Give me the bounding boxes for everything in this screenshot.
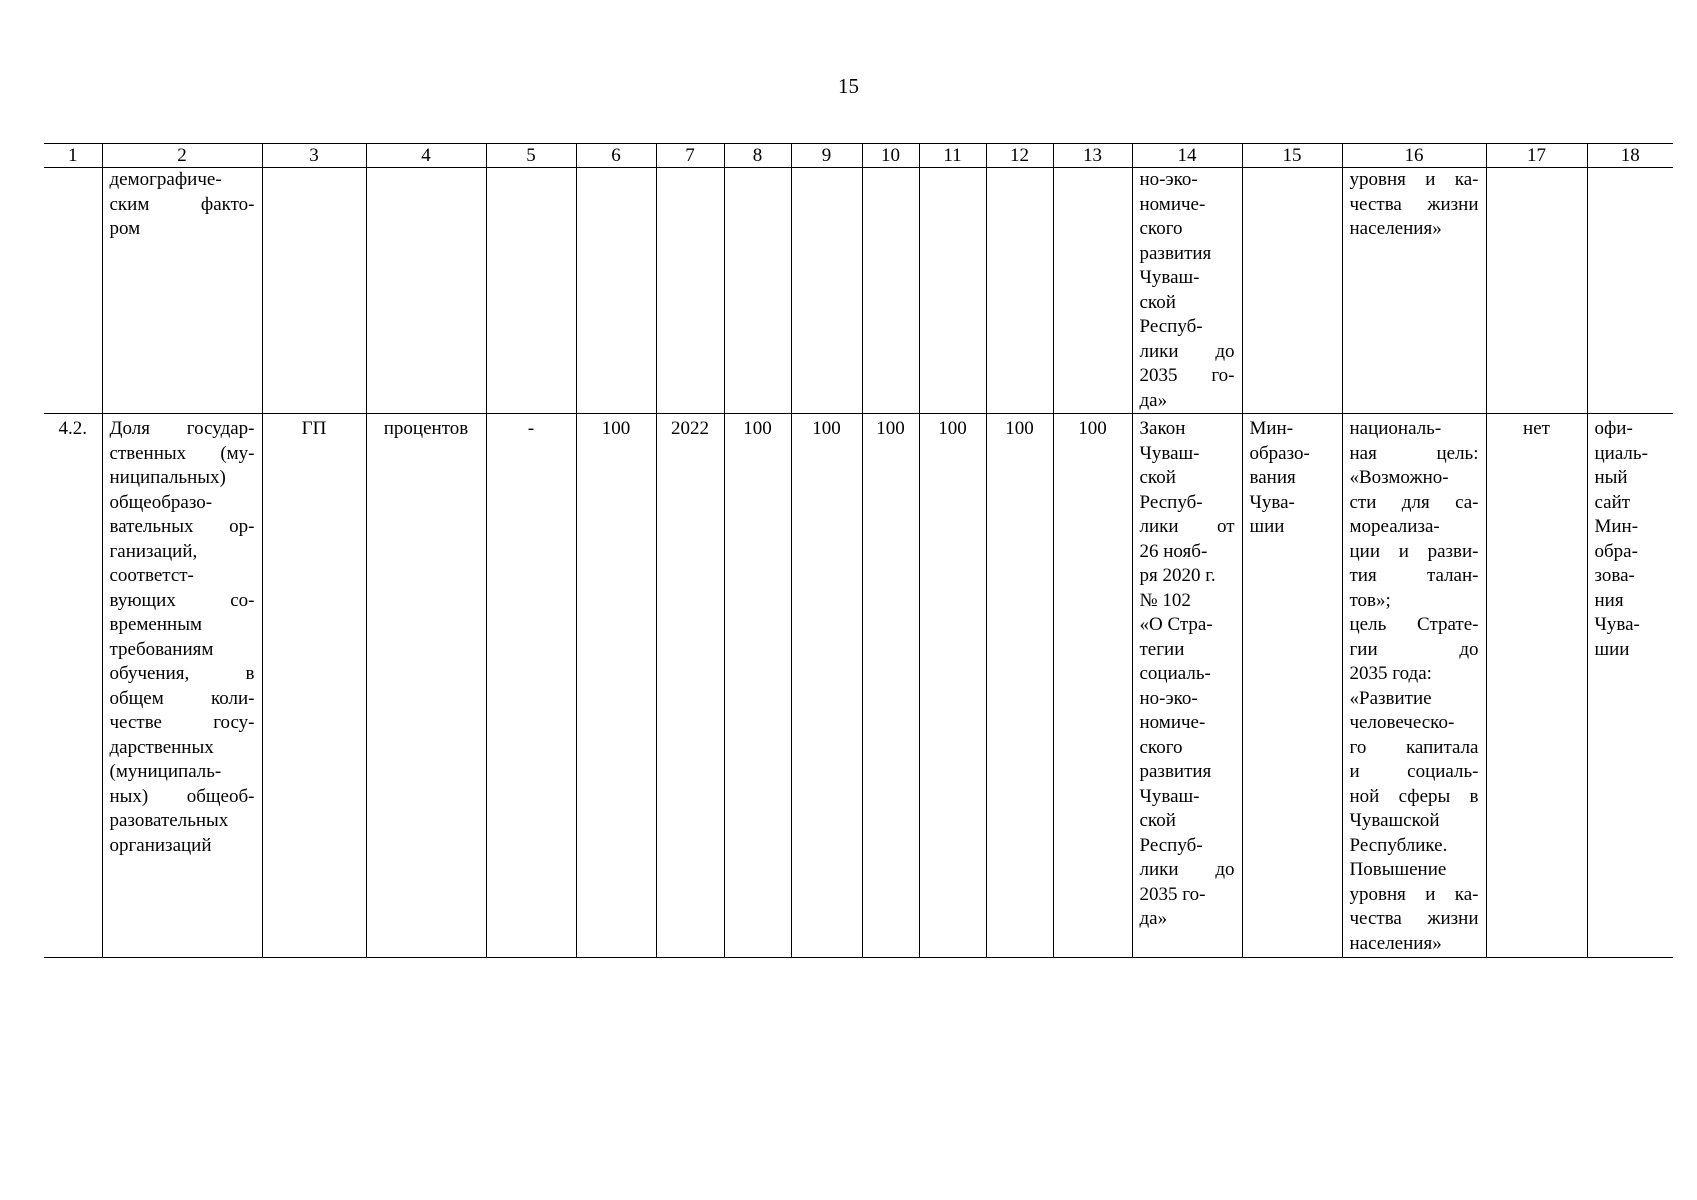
cell: [486, 168, 576, 414]
column-header: 12: [986, 144, 1053, 168]
cell: [862, 168, 919, 414]
cell: [791, 168, 862, 414]
column-header: 13: [1053, 144, 1132, 168]
cell-value: 100: [1053, 414, 1132, 958]
column-header: 15: [1242, 144, 1342, 168]
cell-basis-document: Закон Чуваш- ской Респуб- лики от 26 нояб- ря 2020 г. № 102 «О Стра- тегии социаль- но-эко- номиче- ского развития Чуваш- ской Респуб- лики до 2035 го- да»: [1132, 414, 1242, 958]
column-header: 4: [366, 144, 486, 168]
page-number: 15: [838, 74, 859, 98]
column-header: 10: [862, 144, 919, 168]
column-header: 8: [724, 144, 791, 168]
cell-source: офи- циаль- ный сайт Мин- обра- зова- ния Чува- шии: [1587, 414, 1673, 958]
column-header: 16: [1342, 144, 1486, 168]
cell: [1242, 168, 1342, 414]
column-header: 1: [44, 144, 102, 168]
cell: [262, 168, 366, 414]
column-header: 2: [102, 144, 262, 168]
column-header: 3: [262, 144, 366, 168]
cell-value: 100: [919, 414, 986, 958]
cell-flag: нет: [1486, 414, 1587, 958]
cell: [576, 168, 656, 414]
cell: [1053, 168, 1132, 414]
cell-indicator-name: демографиче- ским факто- ром: [102, 168, 262, 414]
cell-value: 100: [724, 414, 791, 958]
cell: [366, 168, 486, 414]
cell-number: [44, 168, 102, 414]
cell-goal: уровня и ка- чества жизни населения»: [1342, 168, 1486, 414]
cell-responsible: Мин- образо- вания Чува- шии: [1242, 414, 1342, 958]
column-header: 5: [486, 144, 576, 168]
column-header: 18: [1587, 144, 1673, 168]
indicators-table: [44, 143, 1673, 958]
cell-value: 100: [862, 414, 919, 958]
cell-unit: процентов: [366, 414, 486, 958]
cell-value: 100: [986, 414, 1053, 958]
column-header: 6: [576, 144, 656, 168]
cell: [1587, 168, 1673, 414]
column-header: 14: [1132, 144, 1242, 168]
cell-goal: националь- ная цель: «Возможно- сти для са- мореализа- ции и разви- тия талан- тов»; цель Страте- гии до 2035 года: «Развитие человеческо- го капитала и социаль- ной сферы в Чувашской Республике. Повышение уровня и ка- чества жизни населения»: [1342, 414, 1486, 958]
column-header: 17: [1486, 144, 1587, 168]
cell-type: ГП: [262, 414, 366, 958]
cell: [724, 168, 791, 414]
table-header-row: [44, 144, 1673, 168]
column-header: 11: [919, 144, 986, 168]
cell-value: 100: [791, 414, 862, 958]
table-row-4-2: [44, 414, 1673, 958]
cell-value: -: [486, 414, 576, 958]
cell: [919, 168, 986, 414]
cell-value: 100: [576, 414, 656, 958]
cell-indicator-name: Доля государ- ственных (му- ниципальных) общеобразо- вательных ор- ганизаций, соответст- вующих со- временным требованиям обучения, в общем коли- честве госу- дарственных (муниципаль- ных) общеоб- разовательных организаций: [102, 414, 262, 958]
column-header: 9: [791, 144, 862, 168]
cell-year: 2022: [656, 414, 724, 958]
cell-number: 4.2.: [44, 414, 102, 958]
column-header: 7: [656, 144, 724, 168]
table-row-continued: [44, 168, 1673, 414]
cell: [1486, 168, 1587, 414]
cell: [986, 168, 1053, 414]
cell-basis-document: но-эко- номиче- ского развития Чуваш- ской Респуб- лики до 2035 го- да»: [1132, 168, 1242, 414]
cell: [656, 168, 724, 414]
